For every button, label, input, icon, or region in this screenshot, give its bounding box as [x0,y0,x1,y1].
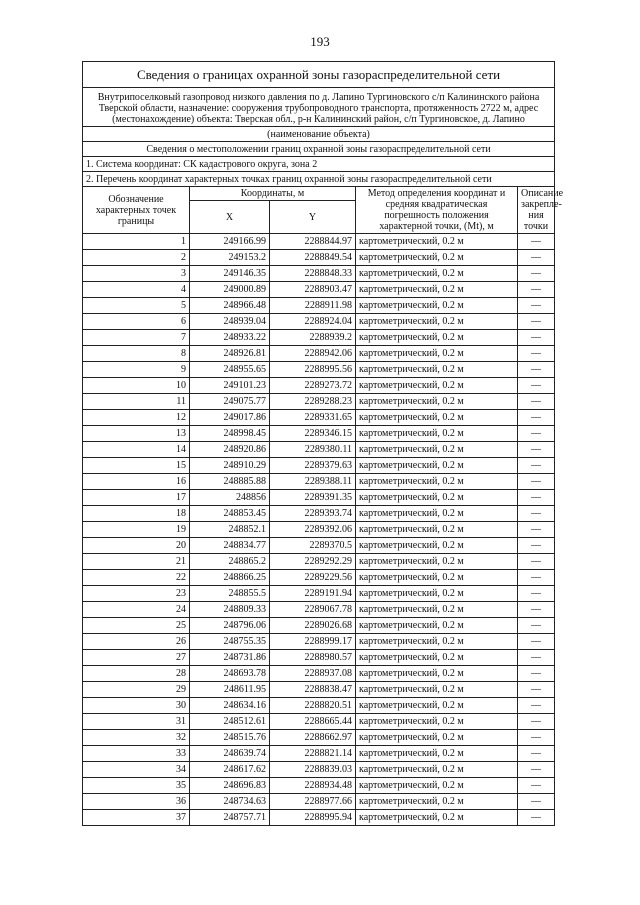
coord-x: 249075.77 [190,394,270,410]
point-number: 6 [83,314,190,330]
description-value: — [518,682,555,698]
method-value: картометрический, 0.2 м [356,698,518,714]
description-value: — [518,810,555,826]
coord-y: 2288924.04 [270,314,356,330]
description-value: — [518,346,555,362]
method-value: картометрический, 0.2 м [356,346,518,362]
table-row [83,362,555,378]
coord-x: 248757.71 [190,810,270,826]
description-value: — [518,266,555,282]
table-row [83,538,555,554]
coord-x: 248933.22 [190,330,270,346]
table-row [83,442,555,458]
description-value: — [518,330,555,346]
table-row [83,346,555,362]
point-number: 2 [83,250,190,266]
method-value: картометрический, 0.2 м [356,650,518,666]
description-value: — [518,794,555,810]
method-value: картометрический, 0.2 м [356,410,518,426]
method-value: картометрический, 0.2 м [356,250,518,266]
point-number: 32 [83,730,190,746]
description-value: — [518,378,555,394]
coord-y: 2289391.35 [270,490,356,506]
coord-x: 248853.45 [190,506,270,522]
table-row [83,410,555,426]
coord-x: 248809.33 [190,602,270,618]
table-row [83,474,555,490]
point-number: 25 [83,618,190,634]
method-value: картометрический, 0.2 м [356,426,518,442]
coord-y: 2288839.03 [270,762,356,778]
method-value: картометрический, 0.2 м [356,330,518,346]
description-value: — [518,634,555,650]
method-value: картометрический, 0.2 м [356,730,518,746]
point-number: 4 [83,282,190,298]
description-value: — [518,442,555,458]
table-row [83,570,555,586]
table-row [83,282,555,298]
point-number: 24 [83,602,190,618]
coord-y: 2288999.17 [270,634,356,650]
point-number: 5 [83,298,190,314]
point-number: 28 [83,666,190,682]
coord-x: 248939.04 [190,314,270,330]
coord-y: 2289388.11 [270,474,356,490]
method-value: картометрический, 0.2 м [356,458,518,474]
coord-x: 248512.61 [190,714,270,730]
coord-y: 2289393.74 [270,506,356,522]
method-value: картометрический, 0.2 м [356,282,518,298]
point-number: 35 [83,778,190,794]
coord-x: 248852.1 [190,522,270,538]
table-row [83,634,555,650]
coord-y: 2289392.06 [270,522,356,538]
coord-x: 248926.81 [190,346,270,362]
coord-x: 249166.99 [190,234,270,250]
point-number: 20 [83,538,190,554]
coord-x: 249146.35 [190,266,270,282]
description-value: — [518,666,555,682]
table-row [83,522,555,538]
page-number: 193 [310,34,330,49]
description-value: — [518,234,555,250]
coord-x: 248920.86 [190,442,270,458]
table-row [83,778,555,794]
coord-y: 2288939.2 [270,330,356,346]
table-row [83,506,555,522]
description-value: — [518,474,555,490]
description-value: — [518,522,555,538]
coord-y: 2289379.63 [270,458,356,474]
point-number: 13 [83,426,190,442]
object-description [83,88,555,127]
coord-y: 2289380.11 [270,442,356,458]
coord-x: 249101.23 [190,378,270,394]
coord-x: 248834.77 [190,538,270,554]
method-value: картометрический, 0.2 м [356,794,518,810]
coord-x: 248866.25 [190,570,270,586]
table-row [83,554,555,570]
coord-x: 249017.86 [190,410,270,426]
method-value: картометрический, 0.2 м [356,506,518,522]
method-value: картометрический, 0.2 м [356,634,518,650]
description-value: — [518,538,555,554]
point-number: 30 [83,698,190,714]
header-coordinates: Координаты, м [190,187,356,201]
point-number: 37 [83,810,190,826]
method-value: картометрический, 0.2 м [356,442,518,458]
description-value: — [518,714,555,730]
points-list-title: 2. Перечень координат характерных точках границ охранной зоны газораспределительной сети [83,172,555,187]
coord-x: 248696.83 [190,778,270,794]
coord-x: 248910.29 [190,458,270,474]
coord-x: 248998.45 [190,426,270,442]
object-description-text: Внутрипоселковый газопровод низкого давления по д. Лапино Тургиновского с/п Калининского района Тверской области, назначение: сооружения трубопроводного транспорта, протяженность 2722 м, адрес (местонахождение) объекта: Тверская обл., р-н Калининский район, с/п Тургиновское, д. Лапино [97,91,540,125]
description-value: — [518,778,555,794]
table-row [83,810,555,826]
table-row [83,378,555,394]
table-row [83,586,555,602]
description-value: — [518,394,555,410]
coord-y: 2288980.57 [270,650,356,666]
method-value: картометрический, 0.2 м [356,554,518,570]
method-value: картометрический, 0.2 м [356,394,518,410]
table-row [83,250,555,266]
coord-y: 2288844.97 [270,234,356,250]
description-value: — [518,762,555,778]
description-value: — [518,618,555,634]
point-number: 8 [83,346,190,362]
table-row [83,714,555,730]
point-number: 10 [83,378,190,394]
point-number: 36 [83,794,190,810]
boundary-table [82,61,564,826]
coord-x: 248634.16 [190,698,270,714]
method-value: картометрический, 0.2 м [356,810,518,826]
coord-x: 249000.89 [190,282,270,298]
header-designation: Обозначение характерных точек границы [83,187,190,234]
coord-y: 2289067.78 [270,602,356,618]
method-value: картометрический, 0.2 м [356,778,518,794]
point-number: 21 [83,554,190,570]
header-description: Описание закрепле-ния точки [518,187,555,234]
table-row [83,618,555,634]
point-number: 26 [83,634,190,650]
method-value: картометрический, 0.2 м [356,746,518,762]
coord-x: 248865.2 [190,554,270,570]
document-title: Сведения о границах охранной зоны газораспределительной сети [83,62,555,88]
description-value: — [518,746,555,762]
description-value: — [518,362,555,378]
coord-y: 2289370.5 [270,538,356,554]
description-value: — [518,314,555,330]
method-value: картометрический, 0.2 м [356,666,518,682]
coord-y: 2288821.14 [270,746,356,762]
table-row [83,650,555,666]
table-row [83,666,555,682]
location-section-title: Сведения о местоположении границ охранной зоны газораспределительной сети [83,142,555,157]
coord-x: 248731.86 [190,650,270,666]
coord-y: 2288937.08 [270,666,356,682]
method-value: картометрический, 0.2 м [356,762,518,778]
coord-x: 248639.74 [190,746,270,762]
coord-y: 2288665.44 [270,714,356,730]
table-row [83,330,555,346]
table-row [83,698,555,714]
description-value: — [518,586,555,602]
coord-y: 2288903.47 [270,282,356,298]
method-value: картометрический, 0.2 м [356,474,518,490]
method-value: картометрический, 0.2 м [356,602,518,618]
coord-y: 2288995.56 [270,362,356,378]
method-value: картометрический, 0.2 м [356,682,518,698]
coord-x: 248966.48 [190,298,270,314]
point-number: 14 [83,442,190,458]
coord-x: 248755.35 [190,634,270,650]
method-value: картометрический, 0.2 м [356,490,518,506]
point-number: 3 [83,266,190,282]
table-row [83,682,555,698]
description-value: — [518,698,555,714]
method-value: картометрический, 0.2 м [356,618,518,634]
description-value: — [518,298,555,314]
method-value: картометрический, 0.2 м [356,538,518,554]
point-number: 29 [83,682,190,698]
coord-x: 248855.5 [190,586,270,602]
description-value: — [518,490,555,506]
point-number: 15 [83,458,190,474]
coord-x: 248611.95 [190,682,270,698]
point-number: 31 [83,714,190,730]
description-value: — [518,250,555,266]
coord-x: 248693.78 [190,666,270,682]
coord-y: 2288995.94 [270,810,356,826]
method-value: картометрический, 0.2 м [356,522,518,538]
coord-y: 2289292.29 [270,554,356,570]
method-value: картометрический, 0.2 м [356,266,518,282]
description-value: — [518,554,555,570]
description-value: — [518,426,555,442]
description-value: — [518,506,555,522]
point-number: 33 [83,746,190,762]
table-row [83,298,555,314]
table-row [83,762,555,778]
point-number: 18 [83,506,190,522]
object-caption: (наименование объекта) [83,127,555,142]
table-row [83,730,555,746]
point-number: 11 [83,394,190,410]
coord-y: 2289026.68 [270,618,356,634]
method-value: картометрический, 0.2 м [356,570,518,586]
coord-y: 2288934.48 [270,778,356,794]
point-number: 19 [83,522,190,538]
coord-y: 2288848.33 [270,266,356,282]
coord-x: 249153.2 [190,250,270,266]
coord-y: 2288838.47 [270,682,356,698]
coord-y: 2288849.54 [270,250,356,266]
description-value: — [518,458,555,474]
point-number: 9 [83,362,190,378]
coord-y: 2289191.94 [270,586,356,602]
coord-y: 2288977.66 [270,794,356,810]
point-number: 23 [83,586,190,602]
coord-x: 248796.06 [190,618,270,634]
description-value: — [518,602,555,618]
point-number: 7 [83,330,190,346]
coord-x: 248885.88 [190,474,270,490]
method-value: картометрический, 0.2 м [356,586,518,602]
coordinate-system: 1. Система координат: СК кадастрового округа, зона 2 [83,157,555,172]
header-method: Метод определения координат и средняя квадратическая погрешность положения характерной точки, (Mt), м [356,187,518,234]
coord-x: 248617.62 [190,762,270,778]
description-value: — [518,410,555,426]
coord-y: 2289346.15 [270,426,356,442]
point-number: 12 [83,410,190,426]
coord-y: 2289288.23 [270,394,356,410]
coord-y: 2288911.98 [270,298,356,314]
method-value: картометрический, 0.2 м [356,714,518,730]
method-value: картометрический, 0.2 м [356,298,518,314]
table-row [83,746,555,762]
coord-y: 2288662.97 [270,730,356,746]
header-x: X [190,201,270,234]
table-row [83,794,555,810]
description-value: — [518,570,555,586]
table-row [83,234,555,250]
coord-x: 248734.63 [190,794,270,810]
method-value: картометрический, 0.2 м [356,378,518,394]
table-row [83,458,555,474]
method-value: картометрический, 0.2 м [356,234,518,250]
point-number: 34 [83,762,190,778]
table-row [83,394,555,410]
coord-y: 2289273.72 [270,378,356,394]
coord-y: 2289331.65 [270,410,356,426]
coord-x: 248955.65 [190,362,270,378]
description-value: — [518,730,555,746]
point-number: 27 [83,650,190,666]
method-value: картометрический, 0.2 м [356,362,518,378]
method-value: картометрический, 0.2 м [356,314,518,330]
point-number: 22 [83,570,190,586]
table-row [83,426,555,442]
coord-x: 248856 [190,490,270,506]
coord-y: 2288820.51 [270,698,356,714]
table-row [83,490,555,506]
coord-y: 2288942.06 [270,346,356,362]
header-y: Y [270,201,356,234]
description-value: — [518,650,555,666]
coord-x: 248515.76 [190,730,270,746]
table-row [83,314,555,330]
coord-y: 2289229.56 [270,570,356,586]
point-number: 1 [83,234,190,250]
table-row [83,266,555,282]
table-row [83,602,555,618]
point-number: 17 [83,490,190,506]
point-number: 16 [83,474,190,490]
description-value: — [518,282,555,298]
